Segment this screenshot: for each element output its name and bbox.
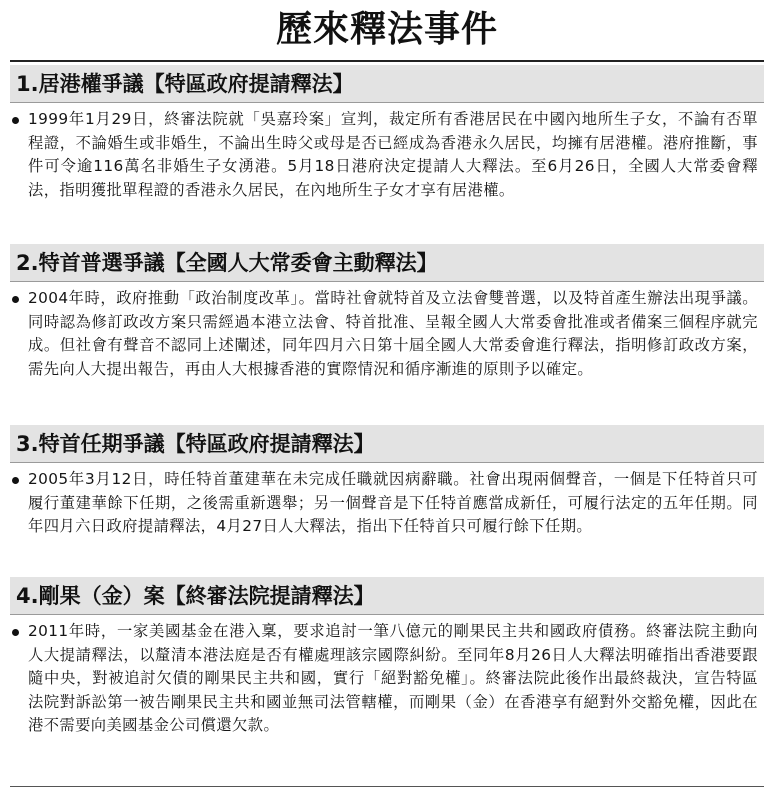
section-body-text: 2004年時，政府推動「政治制度改革」。當時社會就特首及立法會雙普選，以及特首產生辦法出現爭議。同時認為修訂政改方案只需經過本港立法會、特首批准、呈報全國人大常委會批准或者備案三個程序就完成。但社會有聲音不認同上述闡述，同年四月六日第十屆全國人大常委會進行釋法，指明修訂政改方案，需先向人大提出報告，再由人大根據香港的實際情況和循序漸進的原則予以確定。 <box>28 289 758 378</box>
bottom-divider <box>10 786 764 787</box>
bullet-icon <box>12 477 19 484</box>
section-heading: 2.特首普選爭議【全國人大常委會主動釋法】 <box>10 244 764 282</box>
section-body-block <box>10 103 764 239</box>
event-section-1 <box>10 65 764 239</box>
event-section-2 <box>10 244 764 420</box>
event-section-3 <box>10 425 764 579</box>
section-body-block <box>10 463 764 579</box>
section-body-block <box>10 282 764 420</box>
event-section-4 <box>10 577 764 781</box>
bullet-icon <box>12 629 19 636</box>
section-body-block <box>10 615 764 781</box>
bullet-icon <box>12 296 19 303</box>
section-body-text: 2011年時，一家美國基金在港入稟，要求追討一筆八億元的剛果民主共和國政府債務。終審法院主動向人大提請釋法，以釐清本港法庭是否有權處理該宗國際糾紛。至同年8月26日人大釋法明確指出香港要跟隨中央，對被追討欠債的剛果民主共和國，實行「絕對豁免權」。終審法院此後作出最終裁決，宣告特區法院對訴訟第一被告剛果民主共和國並無司法管轄權，而剛果（金）在香港享有絕對外交豁免權，因此在港不需要向美國基金公司償還欠款。 <box>28 622 758 735</box>
page-title: 歷來釋法事件 <box>275 9 498 50</box>
section-heading: 1.居港權爭議【特區政府提請釋法】 <box>10 65 764 103</box>
bullet-icon <box>12 117 19 124</box>
section-body-text: 2005年3月12日，時任特首董建華在未完成任職就因病辭職。社會出現兩個聲音，一個是下任特首只可履行董建華餘下任期，之後需重新選舉；另一個聲音是下任特首應當成新任，可履行法定的五年任期。同年四月六日政府提請釋法，4月27日人大釋法，指出下任特首只可履行餘下任期。 <box>28 470 758 536</box>
section-body-text: 1999年1月29日，終審法院就「吳嘉玲案」宣判，裁定所有香港居民在中國內地所生子女，不論有否單程證，不論婚生或非婚生，不論出生時父或母是否已經成為香港永久居民，均擁有居港權。港府推斷，事件可令逾116萬名非婚生子女湧港。5月18日港府決定提請人大釋法。至6月26日，全國人大常委會釋法，指明獲批單程證的香港永久居民，在內地所生子女才享有居港權。 <box>28 110 758 199</box>
section-heading: 3.特首任期爭議【特區政府提請釋法】 <box>10 425 764 463</box>
section-heading: 4.剛果（金）案【終審法院提請釋法】 <box>10 577 764 615</box>
title-divider <box>10 60 764 62</box>
